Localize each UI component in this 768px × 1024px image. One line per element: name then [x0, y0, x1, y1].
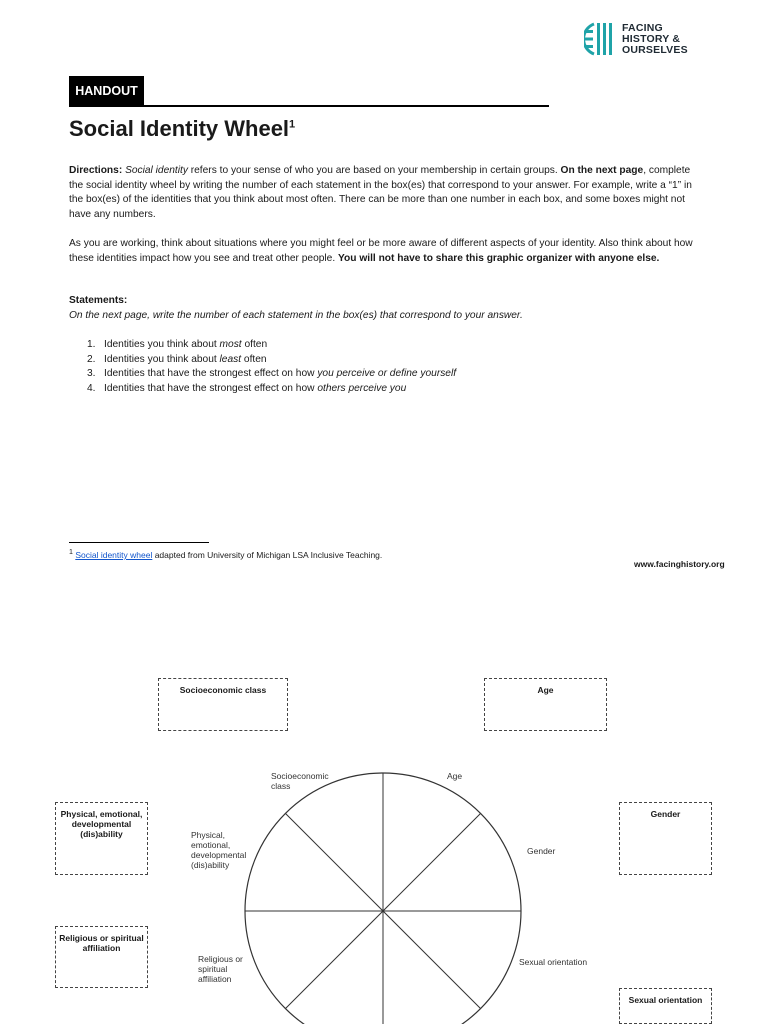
box-sexual-orientation[interactable]: Sexual orientation — [619, 988, 712, 1024]
box-gender[interactable]: Gender — [619, 802, 712, 875]
statement-text: Identities you think about — [104, 339, 220, 350]
list-number: 1. — [87, 339, 96, 350]
footnote-link[interactable]: Social identity wheel — [75, 549, 153, 560]
statement-emphasis: most — [219, 339, 242, 350]
wheel-label-sexual-orientation: Sexual orientation — [519, 957, 588, 967]
directions-text-1: refers to your sense of who you are based on your membership in certain groups. — [187, 165, 561, 176]
box-religious-affiliation[interactable]: Religious or spiritual affiliation — [55, 926, 148, 988]
statement-text-end: often — [241, 339, 268, 350]
statement-text-end: often — [241, 353, 267, 365]
footnote-text: adapted from University of Michigan LSA Inclusive Teaching. — [152, 549, 383, 560]
list-number: 2. — [87, 353, 96, 365]
logo-line-3: OURSELVES — [622, 44, 688, 56]
statement-emphasis: least — [219, 353, 242, 365]
statement-text: Identities that have the strongest effect on how — [104, 382, 318, 394]
box-age[interactable]: Age — [484, 678, 607, 731]
statements-subheading: On the next page, write the number of each statement in the box(es) that correspond to your answer. — [69, 310, 523, 321]
directions-bold-1: On the next page — [560, 165, 644, 176]
box-socioeconomic-class[interactable]: Socioeconomic class — [158, 678, 288, 731]
statement-text: Identities that have the strongest effect on how — [104, 368, 318, 379]
statements-heading: Statements: — [69, 295, 128, 306]
wheel-label-socioeconomic: Socioeconomic class — [271, 771, 329, 791]
context-text: As you are working, think about situations where you might feel or be more aware of different aspects of your identity. Also think about how these identities impact how you see and treat other people. — [69, 238, 693, 264]
box-disability[interactable]: Physical, emotional, developmental (dis)ability — [55, 802, 148, 875]
wheel-label-gender: Gender — [527, 846, 556, 856]
directions-term: Social identity — [125, 165, 188, 176]
logo-line-2: HISTORY & — [622, 33, 681, 45]
statement-text: Identities you think about — [104, 353, 220, 365]
logo-line-1: FACING — [622, 22, 663, 34]
handout-label: HANDOUT — [69, 76, 144, 107]
footnote-mark: 1 — [69, 548, 73, 556]
directions-lead: Directions: — [69, 165, 123, 176]
title-text: Social Identity Wheel — [69, 116, 290, 141]
context-bold: You will not have to share this graphic organizer with anyone else. — [338, 252, 660, 264]
statement-emphasis: others perceive you — [317, 382, 407, 394]
title-footnote-mark[interactable]: 1 — [289, 118, 296, 131]
wheel-label-religion: Religious or spiritual affiliation — [198, 954, 243, 984]
statement-emphasis: you perceive or define yourself — [317, 368, 457, 379]
list-number: 4. — [87, 382, 96, 394]
directions-text-2: , complete the social identity wheel by writing the number of each statement in the box(es) that correspond to your answer. For example, write a “1” in the box(es) of the identities that you think about most often. There can be more than one number in each box, and some boxes might not have any numbers. — [69, 165, 692, 220]
website-url[interactable]: www.facinghistory.org — [634, 559, 725, 569]
wheel-label-disability: Physical, emotional, developmental (dis)ability — [191, 830, 247, 870]
list-number: 3. — [87, 368, 96, 379]
wheel-label-age: Age — [447, 771, 463, 781]
